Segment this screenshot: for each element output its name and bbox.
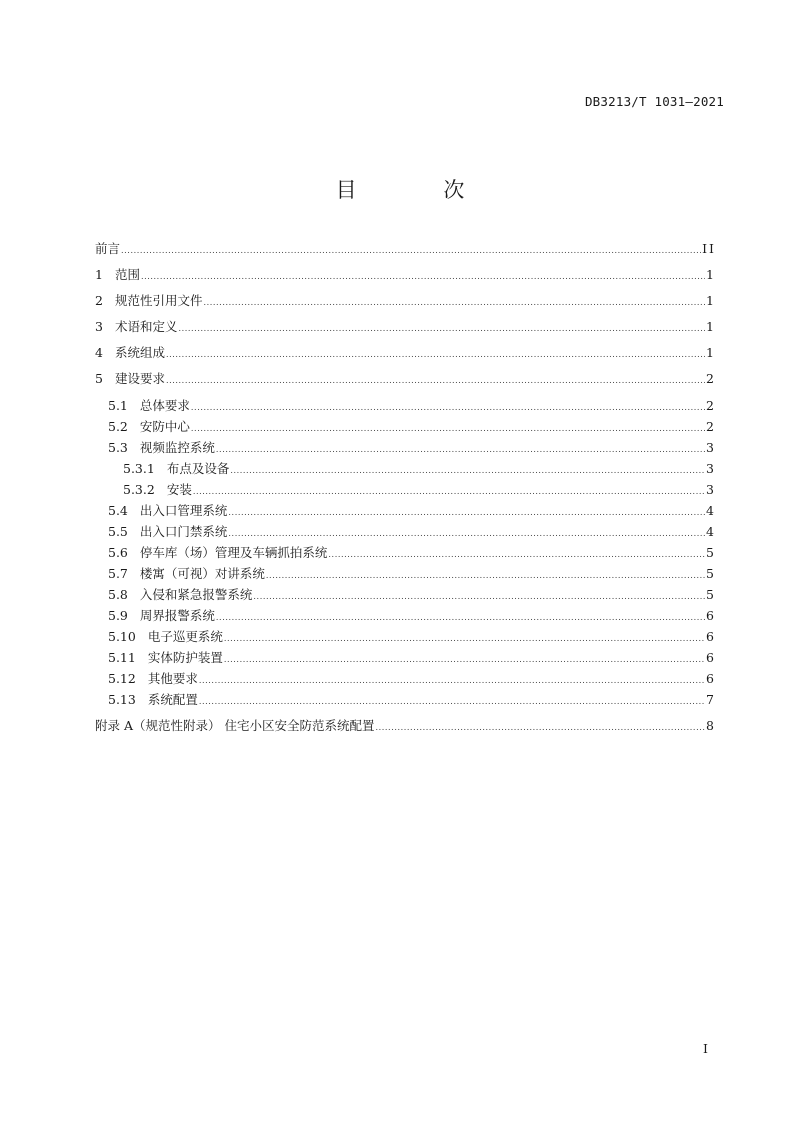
toc-entry-page: 6 bbox=[706, 650, 716, 665]
toc-entry-page: 5 bbox=[706, 545, 716, 560]
toc-entry-label: 周界报警系统 bbox=[139, 608, 215, 623]
toc-entry-number: 4 bbox=[95, 345, 103, 360]
toc-entry-number: 5.2 bbox=[108, 419, 128, 434]
toc-entry-number: 5 bbox=[95, 371, 103, 386]
toc-entry[interactable] bbox=[95, 292, 716, 310]
toc-entry[interactable] bbox=[95, 691, 716, 709]
toc-entry[interactable] bbox=[95, 649, 716, 667]
toc-entry[interactable] bbox=[95, 240, 716, 258]
toc-entry[interactable] bbox=[95, 439, 716, 457]
toc-dot-leader bbox=[199, 691, 705, 711]
toc-entry-page: 5 bbox=[706, 566, 716, 581]
toc-entry-label: 总体要求 bbox=[139, 398, 190, 413]
toc-entry-page: 4 bbox=[706, 524, 716, 539]
toc-entry-number: 5.8 bbox=[108, 587, 128, 602]
toc-dot-leader bbox=[141, 266, 705, 286]
toc-entry[interactable] bbox=[95, 670, 716, 688]
toc-entry[interactable] bbox=[95, 266, 716, 284]
toc-entry-page: 2 bbox=[706, 398, 716, 413]
toc-dot-leader bbox=[216, 607, 705, 627]
toc-entry-number: 5.7 bbox=[108, 566, 128, 581]
toc-entry-page: 6 bbox=[706, 629, 716, 644]
toc-dot-leader bbox=[230, 460, 705, 480]
toc-entry[interactable] bbox=[95, 418, 716, 436]
toc-entry[interactable] bbox=[95, 460, 716, 478]
toc-entry-label: 停车库（场）管理及车辆抓拍系统 bbox=[139, 545, 328, 560]
toc-entry-label: 布点及设备 bbox=[166, 461, 230, 476]
toc-entry-page: 3 bbox=[706, 482, 716, 497]
toc-entry-page: 3 bbox=[706, 461, 716, 476]
toc-entry[interactable] bbox=[95, 565, 716, 583]
toc-entry-page: 2 bbox=[706, 419, 716, 434]
toc-entry-label: 安装 bbox=[166, 482, 192, 497]
toc-entry[interactable] bbox=[95, 344, 716, 362]
toc-entry-label: 前言 bbox=[95, 241, 121, 256]
toc-entry-label: 规范性引用文件 bbox=[114, 293, 203, 308]
toc-dot-leader bbox=[224, 628, 705, 648]
page-number: I bbox=[703, 1041, 708, 1056]
toc-entry-label: 其他要求 bbox=[147, 671, 198, 686]
toc-entry[interactable] bbox=[95, 586, 716, 604]
toc-entry[interactable] bbox=[95, 523, 716, 541]
toc-entry[interactable] bbox=[95, 628, 716, 646]
toc-entry[interactable] bbox=[95, 481, 716, 499]
toc-entry-number: 5.13 bbox=[108, 692, 136, 707]
toc-entry-label: 术语和定义 bbox=[114, 319, 178, 334]
toc-entry[interactable] bbox=[95, 318, 716, 336]
toc-entry-number: 5.11 bbox=[108, 650, 136, 665]
toc-dot-leader bbox=[228, 502, 705, 522]
toc-entry-page: 2 bbox=[706, 371, 716, 386]
toc-dot-leader bbox=[193, 481, 705, 501]
toc-entry[interactable] bbox=[95, 544, 716, 562]
toc-dot-leader bbox=[178, 318, 705, 338]
toc-entry-number: 3 bbox=[95, 319, 103, 334]
toc-dot-leader bbox=[203, 292, 705, 312]
toc-entry-page: 1 bbox=[706, 293, 716, 308]
toc-dot-leader bbox=[224, 649, 705, 669]
document-code: DB3213/T 1031—2021 bbox=[584, 94, 724, 109]
toc-entry-page: 3 bbox=[706, 440, 716, 455]
toc-dot-leader bbox=[216, 439, 705, 459]
toc-dot-leader bbox=[253, 586, 705, 606]
toc-entry-label: 实体防护装置 bbox=[147, 650, 223, 665]
toc-entry-page: 8 bbox=[706, 718, 716, 733]
toc-entry-label: 入侵和紧急报警系统 bbox=[139, 587, 253, 602]
toc-dot-leader bbox=[266, 565, 705, 585]
toc-entry-page: 1 bbox=[706, 267, 716, 282]
toc-entry-page: 4 bbox=[706, 503, 716, 518]
toc-entry-label: 楼寓（可视）对讲系统 bbox=[139, 566, 265, 581]
toc-dot-leader bbox=[191, 397, 705, 417]
toc-entry-label: 出入口门禁系统 bbox=[139, 524, 228, 539]
toc-dot-leader bbox=[228, 523, 705, 543]
toc-entry-number: 5.3.1 bbox=[123, 461, 155, 476]
toc-entry-number: 5.12 bbox=[108, 671, 136, 686]
toc-entry[interactable] bbox=[95, 502, 716, 520]
toc-dot-leader bbox=[166, 370, 705, 390]
toc-dot-leader bbox=[121, 240, 701, 260]
toc-entry-number: 5.5 bbox=[108, 524, 128, 539]
toc-dot-leader bbox=[328, 544, 705, 564]
toc-entry-page: 6 bbox=[706, 608, 716, 623]
toc-entry-page: 1 bbox=[706, 319, 716, 334]
toc-entry-page: 7 bbox=[706, 692, 716, 707]
toc-entry-number: 5.9 bbox=[108, 608, 128, 623]
toc-dot-leader bbox=[375, 717, 705, 737]
toc-entry-label: 安防中心 bbox=[139, 419, 190, 434]
toc-entry[interactable] bbox=[95, 397, 716, 415]
toc-entry-number: 5.3 bbox=[108, 440, 128, 455]
toc-entry-label: 系统组成 bbox=[114, 345, 165, 360]
toc-dot-leader bbox=[199, 670, 705, 690]
toc-entry-label: 系统配置 bbox=[147, 692, 198, 707]
toc-entry-label: 出入口管理系统 bbox=[139, 503, 228, 518]
toc-entry-page: 1 bbox=[706, 345, 716, 360]
toc-entry-page: II bbox=[702, 241, 716, 256]
toc-entry[interactable] bbox=[95, 370, 716, 388]
toc-dot-leader bbox=[191, 418, 705, 438]
page-title: 目 次 bbox=[335, 178, 505, 202]
toc-entry-label: 电子巡更系统 bbox=[147, 629, 223, 644]
toc-entry-page: 5 bbox=[706, 587, 716, 602]
toc-entry-label: 视频监控系统 bbox=[139, 440, 215, 455]
toc-entry-number: 5.1 bbox=[108, 398, 128, 413]
toc-entry-label: 建设要求 bbox=[114, 371, 165, 386]
toc-entry-label: 附录 A（规范性附录） 住宅小区安全防范系统配置 bbox=[95, 718, 375, 733]
toc-entry-number: 5.6 bbox=[108, 545, 128, 560]
toc-dot-leader bbox=[166, 344, 705, 364]
toc-entry-label: 范围 bbox=[114, 267, 140, 282]
toc-entry-number: 5.4 bbox=[108, 503, 128, 518]
toc-entry[interactable] bbox=[95, 607, 716, 625]
toc-entry-page: 6 bbox=[706, 671, 716, 686]
toc-entry-number: 5.3.2 bbox=[123, 482, 155, 497]
toc-entry-number: 2 bbox=[95, 293, 103, 308]
toc-entry-number: 5.10 bbox=[108, 629, 136, 644]
toc-entry-number: 1 bbox=[95, 267, 103, 282]
toc-entry[interactable] bbox=[95, 717, 716, 735]
